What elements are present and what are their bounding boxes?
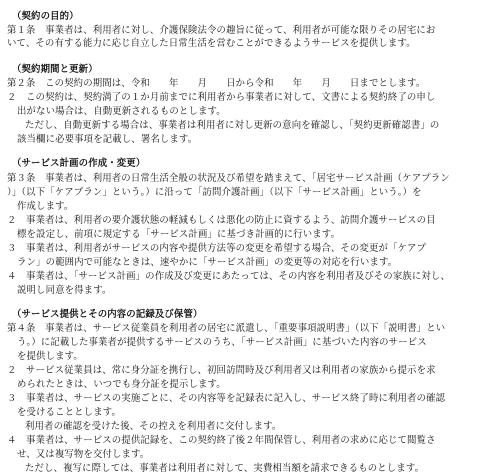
article-3-line-8: ４ 事業者は、「サービス計画」の作成及び変更にあたっては、その内容を利用者及びその家族に対し、: [7, 271, 450, 282]
article-3-line-1: 第３条 事業者は、利用者の日常生活全般の状況及び希望を踏まえて、「居宅サービス計画（ケアプラン: [7, 173, 450, 184]
article-1-line-1: 第１条 事業者は、利用者に対し、介護保険法令の趣旨に従って、利用者が可能な限りその居宅にお: [7, 25, 436, 36]
article-4-line-1: 第４条 事業者は、サービス従業員を利用者の居宅に派遣し、「重要事項説明書」（以下「説明書」とい: [7, 323, 446, 334]
article-3-line-6: ３ 事業者は、利用者がサービスの内容や提供方法等の変更を希望する場合、その変更が「ケアプ: [7, 243, 427, 254]
article-4-line-8: 利用者の確認を受けた後、その控えを利用者に交付します。: [25, 421, 282, 432]
article-4-line-5: められたときは、いつでも身分証を提示します。: [17, 379, 226, 390]
article-4-line-3: を提供します。: [17, 351, 83, 362]
article-3-line-3: 作成します。: [17, 201, 74, 212]
article-2-line-1: 第２条 この契約の期間は、令和 年 月 日から令和 年 月 日までとします。: [7, 78, 426, 89]
article-2-line-5: 該当欄に必要事項を記載し、署名します。: [17, 134, 198, 145]
article-3-line-2: ）」（以下「ケアプラン」という。）に沿って「訪問介護計画」（以下「サービス計画」という。）を: [7, 187, 422, 198]
section-heading-service-plan: （サービス計画の作成・変更）: [12, 158, 146, 169]
article-4-line-9: ４ 事業者は、サービスの提供記録を、この契約終了後２年間保管し、利用者の求めに応じて閲覧さ: [7, 435, 436, 446]
article-2-line-2: ２ この契約は、契約満了の１か月前までに利用者から事業者に対して、文書による契約終了の申し: [7, 92, 436, 103]
section-heading-purpose: （契約の目的）: [12, 11, 79, 22]
article-3-line-4: ２ 事業者は、利用者の要介護状態の軽減もしくは悪化の防止に資するよう、訪問介護サービスの目: [7, 215, 436, 226]
article-4-line-6: ３ 事業者は、サービスの実施ごとに、その内容等を記録表に記入し、サービス終了時に利用者の確認: [7, 393, 446, 404]
article-3-line-9: 説明し同意を得ます。: [17, 285, 112, 296]
article-2-line-4: ただし、自動更新する場合は、事業者は利用者に対し更新の意向を確認し、「契約更新確認書」の: [25, 120, 440, 131]
article-4-line-2: う。）に記載した事業者が提供するサービスのうち、「サービス計画」に基づいた内容のサービス: [17, 337, 427, 348]
article-2-line-3: 出がない場合は、自動更新されるものとします。: [17, 106, 226, 117]
article-3-line-5: 標を設定し、前項に規定する「サービス計画」に基づき計画的に行います。: [17, 229, 341, 240]
article-4-line-4: ２ サービス従業員は、常に身分証を携行し、初回訪問時及び利用者又は利用者の家族から提示を求: [7, 365, 436, 376]
article-4-line-11: ただし、複写に際しては、事業者は利用者に対して、実費相当額を請求できるものとします。: [25, 463, 425, 474]
article-4-line-7: を受けることとします。: [17, 407, 122, 418]
article-4-line-10: せ、又は複写物を交付します。: [17, 449, 150, 460]
article-3-line-7: ラン」の範囲内で可能なときは、速やかに「サービス計画」の変更等の対応を行います。: [17, 257, 398, 268]
article-1-line-2: いて、その有する能力に応じ自立した日常生活を営むことができるようサービスを提供します。: [7, 38, 416, 49]
section-heading-term: （契約期間と更新）: [12, 64, 98, 75]
section-heading-service-record: （サービス提供とその内容の記録及び保管）: [12, 309, 203, 320]
